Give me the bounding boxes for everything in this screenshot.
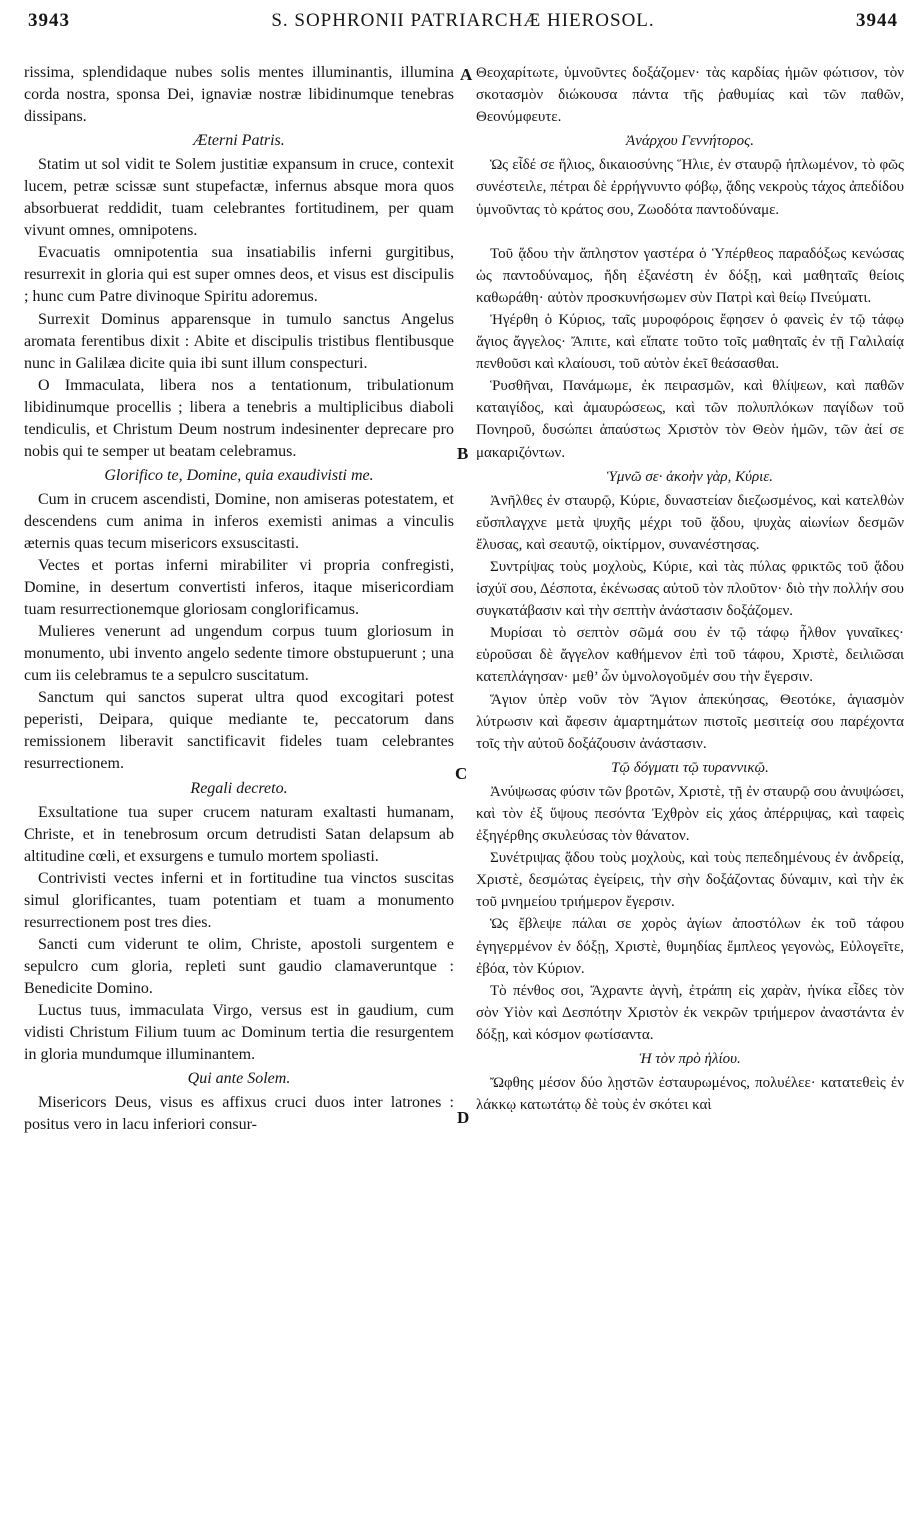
greek-paragraph: Ἀνύψωσας φύσιν τῶν βροτῶν, Χριστὲ, τῇ ἐν σταυρῷ σου ἀνυψώσει, καὶ τὸν ἐξ ὕψους πεσόντα Ἐχθρὸν εἰς χάος ἀπέρριψας, καὶ ταφεὶς ἐξηγέρθης σκυλεύσας τὸν θάνατον. (476, 783, 904, 845)
greek-paragraph: Ῥυσθῆναι, Πανάμωμε, ἐκ πειρασμῶν, καὶ θλίψεων, καὶ παθῶν καταιγίδος, καὶ ἀμαυρώσεως, καὶ τῶν πολυπλόκων παγίδων τοῦ Πονηροῦ, δυσώπει ἀπαύστως Χριστὸν τὸν Θεὸν ἡμῶν, τῶν ἀεί σε μακαριζόντων. (476, 378, 904, 461)
greek-paragraph: Τοῦ ᾅδου τὴν ἄπληστον γαστέρα ὁ Ὑπέρθεος παραδόξως κενώσας ὡς παντοδύναμος, ἤδη ἐξανέστη ἐν δόξῃ, καὶ μαθηταῖς θείοις καθωράθη· αὐτὸν προσκυνήσωμεν σὺν Πατρὶ καὶ θείῳ Πνεύματι. (476, 245, 904, 306)
latin-heading: Regali decreto. (190, 779, 288, 797)
latin-paragraph: Vectes et portas inferni mirabiliter vi propria confregisti, Domine, in desertum convertisti inferos, itaque misericordiam tuam resurrectionemque gloriosam conglorificamus. (24, 557, 454, 619)
greek-column (476, 62, 904, 1116)
latin-paragraph: Statim ut sol vidit te Solem justitiæ expansum in cruce, contexit lucem, petræ scissæ sunt stupefactæ, infernus absque mora quos absorbuerat reddidit, tuam celebrantes fortitudinem, per quam vivunt omnes, omnipotens. (24, 156, 454, 240)
greek-paragraph: Ἅγιον ὑπὲρ νοῦν τὸν Ἅγιον ἀπεκύησας, Θεοτόκε, ἁγιασμὸν λύτρωσιν καὶ ἄφεσιν ἁμαρτημάτων πιστοῖς μεσιτείᾳ σου παρέχοντα τοῖς τὴν αὐτοῦ δοξάζουσιν ἀνάστασιν. (476, 691, 904, 752)
latin-paragraph: Surrexit Dominus apparensque in tumulo sanctus Angelus aromata ferentibus dixit : Abite et discipulis tristibus flentibusque nunc in Galilæa dicite quia ibi sunt illum conspecturi. (24, 310, 454, 372)
greek-paragraph: Ὡς εἶδέ σε ἥλιος, δικαιοσύνης Ἥλιε, ἐν σταυρῷ ἡπλωμένον, τὸ φῶς συνέστειλε, πέτραι δὲ ἐρρήγνυντο φόβῳ, ᾅδης νεκροὺς τάχος ἀπεδίδου ὑμνοῦντας τὸ κράτος σου, Ζωοδότα παντοδύναμε. (476, 157, 904, 218)
greek-paragraph: Ἠγέρθη ὁ Κύριος, ταῖς μυροφόροις ἔφησεν ὁ φανεὶς ἐν τῷ τάφῳ ἅγιος ἄγγελος· Ἄπιτε, καὶ εἴπατε τοῦτο τοῖς μαθηταῖς ἐν τῇ Γαλιλαίᾳ πενθοῦσι καὶ κλαίουσι, τοῦ αὐτὸν ἐκεῖ θεάσασθαι. (476, 311, 904, 373)
page-number-left: 3943 (28, 10, 70, 31)
greek-paragraph: Συντρίψας τοὺς μοχλοὺς, Κύριε, καὶ τὰς πύλας φρικτῶς τοῦ ᾅδου ἰσχύϊ σου, Δέσποτα, ἐκένωσας αὐτοῦ τὸν πλοῦτον· διὸ τὴν πολλήν σου συγκατάβασιν καὶ τὴν σεπτὴν ἀνάστασιν δοξάζομεν. (476, 558, 904, 620)
spacer (476, 221, 904, 243)
latin-paragraph: Exsultatione tua super crucem naturam exaltasti humanam, Christe, et in tenebrosum orcum detrudisti Satan delapsum ab altitudine cœli, et exsurgens e tumulo mortem spoliasti. (24, 803, 454, 865)
margin-letter-b: B (457, 444, 469, 463)
greek-heading: Ἡ τὸν πρὸ ἡλίου. (639, 1051, 741, 1068)
page-header (22, 8, 904, 38)
page-number-right: 3944 (856, 10, 898, 31)
margin-letter-c: C (455, 764, 468, 783)
greek-paragraph: Θεοχαρίτωτε, ὑμνοῦντες δοξάζομεν· τὰς καρδίας ἡμῶν φώτισον, τὸν σκοτασμὸν διώκουσα πάντα τῆς ῥαθυμίας καὶ τῶν παθῶν, Θεονύμφευτε. (476, 65, 904, 126)
latin-paragraph: rissima, splendidaque nubes solis mentes illuminantis, illumina corda nostra, sponsa Dei, ignaviæ nostræ libidinumque tenebras dissipans. (24, 64, 454, 126)
greek-paragraph: Ὤφθης μέσον δύο λῃστῶν ἐσταυρωμένος, πολυέλεε· κατατεθεὶς ἐν λάκκῳ κατωτάτῳ δὲ τοὺς ἐν σκότει καὶ (476, 1075, 904, 1114)
greek-paragraph: Τὸ πένθος σοι, Ἄχραντε ἁγνὴ, ἐτράπη εἰς χαρὰν, ἡνίκα εἶδες τὸν σὸν Υἱὸν καὶ Δεσπότην Χριστὸν ἐκ νεκρῶν τριήμερον ἀναστάντα ἐν δόξῃ, καὶ κόσμον φωτίσαντα. (476, 982, 904, 1043)
greek-paragraph: Ὡς ἔβλεψε πάλαι σε χορὸς ἁγίων ἀποστόλων ἐκ τοῦ τάφου ἐγηγερμένον ἐν δόξῃ, Χριστὲ, θυμηδίας ἔμπλεος γεγονὼς, Εὐλογεῖτε, ἐβόα, τὸν Κύριον. (476, 916, 904, 977)
margin-letter-a: A (460, 65, 473, 84)
greek-heading: Τῷ δόγματι τῷ τυραννικῷ. (611, 759, 769, 776)
latin-paragraph: Mulieres venerunt ad ungendum corpus tuum gloriosum in monumento, ubi invento angelo sedente timore obstupuerunt ; una cum iis celebramus te a sepulcro suscitatum. (24, 623, 454, 685)
latin-heading: Glorifico te, Domine, quia exaudivisti me. (104, 466, 374, 484)
latin-paragraph: Evacuatis omnipotentia sua insatiabilis inferni gurgitibus, resurrexit in gloria qui est super omnes deos, et visus est discipulis ; hunc cum Patre divinoque Spiritu adoremus. (24, 244, 454, 306)
latin-paragraph: Misericors Deus, visus es affixus cruci duos inter latrones : positus vero in lacu inferiori consur- (24, 1094, 454, 1134)
latin-paragraph: O Immaculata, libera nos a tentationum, tribulationum libidinumque procellis ; libera a tenebris a multiplicibus diaboli tendiculis, et Christum Deum nostrum indesinenter deprecare pro nobis qui te semper ut beatam celebramus. (24, 376, 454, 460)
greek-paragraph: Μυρίσαι τὸ σεπτὸν σῶμά σου ἐν τῷ τάφῳ ἦλθον γυναῖκες· εὑροῦσαι δὲ ἄγγελον καθήμενον ἐπὶ τοῦ τάφου, Χριστὲ, δειλιῶσαι κατεπλάγησαν· μεθ’ ὧν ὑμνολογοῦμέν σου τὴν ἔγερσιν. (476, 625, 904, 686)
greek-heading: Ὑμνῶ σε· ἀκοὴν γὰρ, Κύριε. (607, 468, 773, 485)
latin-paragraph: Sancti cum viderunt te olim, Christe, apostoli surgentem e sepulcro cum gloria, repleti sunt gaudio clamaveruntque : Benedicite Domino. (24, 935, 454, 997)
running-title: S. SOPHRONII PATRIARCHÆ HIEROSOL. (271, 10, 655, 31)
latin-heading: Æterni Patris. (193, 132, 285, 150)
greek-paragraph: Συνέτριψας ᾅδου τοὺς μοχλοὺς, καὶ τοὺς πεπεδημένους ἐν ἀνδρείᾳ, Χριστὲ, δεσμώτας ἐγείρεις, τὴν σὴν δοξάζοντας δύναμιν, καὶ τὴν ἐκ τοῦ μνημείου τριήμερον ἔγερσιν. (476, 850, 904, 911)
latin-paragraph: Contrivisti vectes inferni et in fortitudine tua vinctos suscitas simul glorificantes, tuam potentiam et tuam a monumento resurrectionem post tres dies. (24, 869, 454, 931)
latin-paragraph: Luctus tuus, immaculata Virgo, versus est in gaudium, cum vidisti Christum Filium tuum ac Dominum tertia die resurgentem in gloria mundumque illuminantem. (24, 1001, 454, 1064)
greek-paragraph: Ἀνῆλθες ἐν σταυρῷ, Κύριε, δυναστείαν διεζωσμένος, καὶ κατελθὼν εὔσπλαγχνε μετὰ ψυχῆς μέχρι τοῦ ᾅδου, ψυχὰς αἰωνίων δεσμῶν ἔλυσας, καὶ σεαυτῷ, οἰκτίρμον, συνανέστησας. (476, 492, 904, 553)
greek-heading: Ἀνάρχου Γεννήτορος. (626, 133, 754, 150)
latin-column (24, 62, 454, 1136)
latin-paragraph: Sanctum qui sanctos superat ultra quod excogitari potest peperisti, Deipara, quique mediante te, peccatorum dans remissionem liberavit sanctificavit fideles tuam celebrantes resurrectionem. (24, 689, 454, 773)
margin-letter-d: D (457, 1108, 470, 1127)
latin-heading: Qui ante Solem. (187, 1070, 291, 1088)
latin-paragraph: Cum in crucem ascendisti, Domine, non amiseras potestatem, et descendens cum anima in inferos exemisti animas a vinculis æternis quas tecum misericors exsuscitasti. (24, 490, 454, 552)
